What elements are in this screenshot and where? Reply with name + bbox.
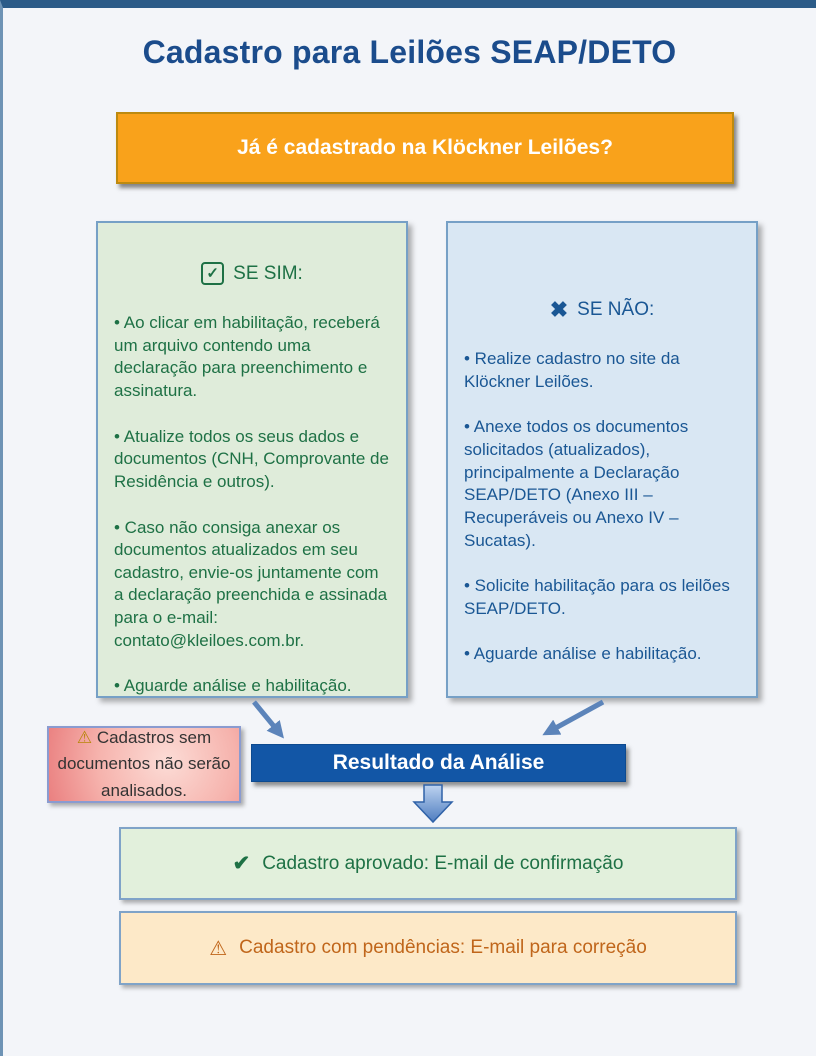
warning-triangle-icon: ⚠ — [209, 937, 228, 960]
yes-box-header — [114, 261, 390, 286]
checkbox-check-glyph: ✓ — [206, 265, 219, 283]
checkbox-checked-icon — [201, 262, 224, 285]
warning-triangle-icon: ⚠ — [76, 727, 93, 747]
yes-box — [96, 221, 408, 698]
yes-box-bullet: • Ao clicar em habilitação, receberá um arquivo contendo uma declaração para preenchimento e assinatura. — [114, 313, 380, 401]
check-mark-icon: ✔ — [232, 852, 251, 875]
warning-note — [47, 726, 241, 803]
no-box-header-label: SE NÃO: — [577, 299, 655, 320]
connector-yes-to-result — [254, 702, 277, 730]
no-box-header — [464, 297, 740, 322]
approved-box-label: Cadastro aprovado: E-mail de confirmação — [262, 852, 624, 874]
yes-box-header-label: SE SIM: — [233, 263, 303, 284]
result-banner — [251, 744, 626, 782]
no-box-bullet: • Solicite habilitação para os leilões SEAP/DETO. — [464, 576, 730, 618]
yes-box-bullet: • Caso não consiga anexar os documentos atualizados em seu cadastro, envie-os juntamente com a declaração preenchida e assinada para o e-mail: contato@kleiloes.com.br. — [114, 517, 388, 650]
connector-no-to-result — [552, 702, 603, 730]
warning-note-text — [55, 725, 233, 804]
yes-box-bullet: • Atualize todos os seus dados e documentos (CNH, Comprovante de Residência e outros). — [114, 426, 389, 491]
approved-box — [119, 827, 737, 900]
no-box-bullet: • Realize cadastro no site da Klöckner Leilões. — [464, 349, 680, 391]
question-banner-label: Já é cadastrado na Klöckner Leilões? — [237, 136, 613, 159]
pending-box-label: Cadastro com pendências: E-mail para correção — [239, 937, 647, 958]
no-box-bullet: • Aguarde análise e habilitação. — [464, 644, 702, 664]
pending-box — [119, 911, 737, 985]
warning-note-label: Cadastros sem documentos não serão analisados. — [57, 727, 231, 800]
down-arrow-icon — [414, 785, 452, 822]
x-mark-icon: ✖ — [549, 296, 569, 322]
yes-box-bullet: • Aguarde análise e habilitação. — [114, 676, 352, 696]
page-title: Cadastro para Leilões SEAP/DETO — [142, 34, 677, 70]
no-box-bullet: • Anexe todos os documentos solicitados (atualizados), principalmente a Declaração SEAP/DETO (Anexo III – Recuperáveis ou Anexo IV – Sucatas). — [464, 417, 689, 550]
no-box — [446, 221, 758, 698]
question-banner — [116, 112, 734, 184]
result-banner-label: Resultado da Análise — [332, 751, 545, 774]
